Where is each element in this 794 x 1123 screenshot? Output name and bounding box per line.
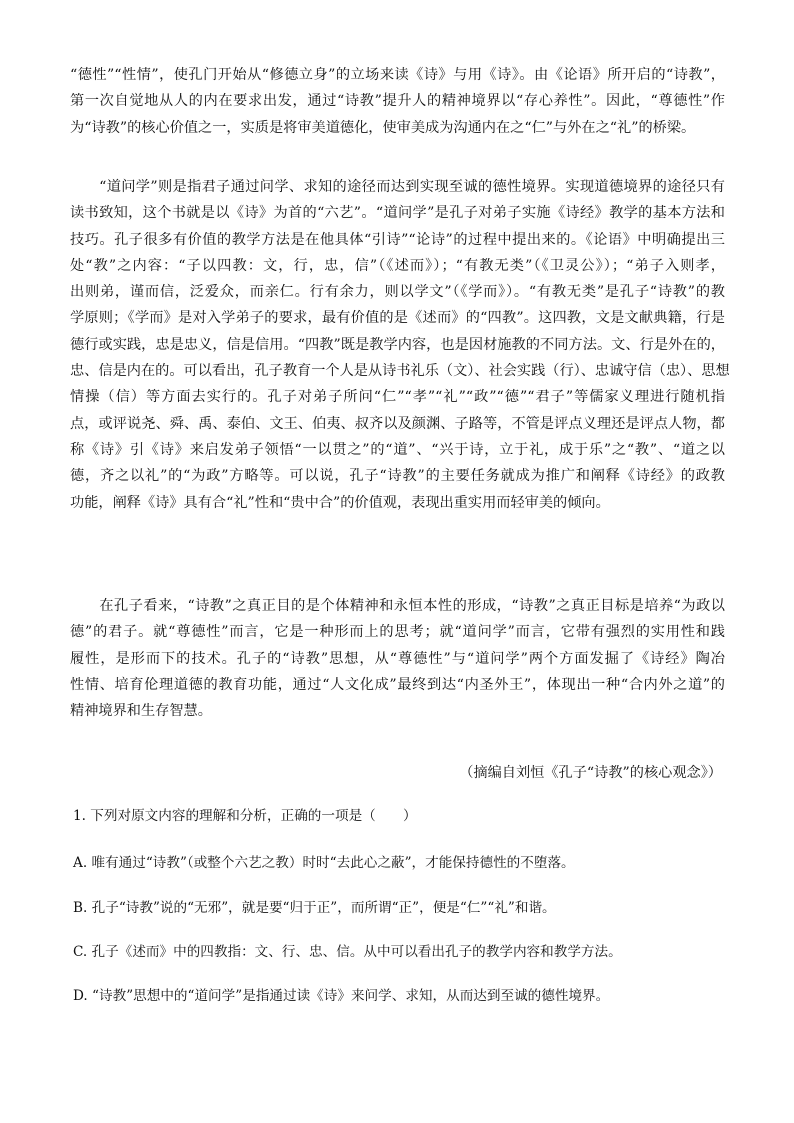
- answer-option-b[interactable]: B. 孔子“诗教”说的“无邪”，就是要“归于正”，而所谓“正”，便是“仁”“礼”和谐。: [73, 900, 556, 916]
- passage-line: 在孔子看来，“诗教”之真正目的是个体精神和永恒本性的形成，“诗教”之真正目标是培养“为政以: [70, 598, 725, 614]
- passage-line: 出则弟，谨而信，泛爱众，而亲仁。行有余力，则以学文”（《学而》）。“有教无类”是孔子“诗教”的教: [70, 284, 725, 301]
- passage-line: 德”的君子。就“尊德性”而言，它是一种形而上的思考；就“道问学”而言，它带有强烈的实用性和践: [70, 624, 725, 641]
- passage-line: 履性，是形而下的技术。孔子的“诗教”思想，从“尊德性”与“道问学”两个方面发掘了《诗经》陶冶: [70, 650, 725, 667]
- passage-paragraph-2: [70, 174, 730, 516]
- passage-line: 忠、信是内在的。可以看出，孔子教育一个人是从诗书礼乐（文）、社会实践（行）、忠诚守信（忠）、思想: [70, 363, 730, 380]
- passage-line: 技巧。孔子很多有价值的教学方法是在他具体“引诗”“论诗”的过程中提出来的。《论语》中明确提出三: [70, 231, 725, 248]
- passage-source: （摘编自刘恒《孔子“诗教”的核心观念》）: [459, 765, 722, 781]
- answer-option-a[interactable]: A. 唯有通过“诗教”（或整个六艺之教）时时“去此心之蔽”，才能保持德性的不堕落。: [73, 855, 575, 871]
- passage-line: 精神境界和生存智慧。: [70, 703, 212, 720]
- answer-option-c[interactable]: C. 孔子《述而》中的四教指：文、行、忠、信。从中可以看出孔子的教学内容和教学方法。: [73, 944, 622, 960]
- passage-line: 称《诗》引《诗》来启发弟子领悟“一以贯之”的“道”、“兴于诗，立于礼，成于乐”之“教”、“道之以: [70, 441, 725, 458]
- passage-line: “道问学”则是指君子通过问学、求知的途径而达到实现至诚的德性境界。实现道德境界的途径只有: [70, 179, 725, 195]
- passage-line: 德，齐之以礼”的“为政”方略等。可以说，孔子“诗教”的主要任务就成为推广和阐释《诗经》的政教: [70, 468, 725, 485]
- answer-option-d[interactable]: D. “诗教”思想中的“道问学”是指通过读《诗》来问学、求知，从而达到至诚的德性境界。: [73, 988, 610, 1004]
- passage-line: 为“诗教”的核心价值之一，实质是将审美道德化，使审美成为沟通内在之“仁”与外在之“礼”的桥梁。: [70, 119, 696, 136]
- passage-line: 德行或实践，忠是忠义，信是信用。“四教”既是教学内容，也是因材施教的不同方法。文、行是外在的，: [70, 336, 725, 353]
- passage-line: 点，或评说尧、舜、禹、泰伯、文王、伯夷、叔齐以及颜渊、子路等，不管是评点义理还是评点人物，都: [70, 415, 725, 432]
- passage-line: 学原则；《学而》是对入学弟子的要求，最有价值的是《述而》的“四教”。这四教，文是文献典籍，行是: [70, 310, 725, 327]
- passage-line: 第一次自觉地从人的内在要求出发，通过“诗教”提升人的精神境界以“存心养性”。因此，“尊德性”作: [70, 93, 725, 110]
- passage-line: 处“教”之内容：“子以四教：文，行，忠，信”（《述而》）；“有教无类”（《卫灵公》）；“弟子入则孝，: [70, 257, 725, 274]
- passage-line: 读书致知，这个书就是以《诗》为首的“六艺”。“道问学”是孔子对弟子实施《诗经》教学的基本方法和: [70, 205, 725, 222]
- passage-line: 情操（信）等方面去实行的。孔子对弟子所问“仁”“孝”“礼”“政”“德”“君子”等儒家义理进行随机指: [70, 389, 725, 406]
- passage-line: 功能，阐释《诗》具有合“礼”性和“贵中合”的价值观，表现出重实用而轻审美的倾向。: [70, 494, 610, 511]
- question-stem: 1. 下列对原文内容的理解和分析，正确的一项是（ ）: [73, 808, 417, 824]
- passage-paragraph-3: [70, 593, 725, 724]
- passage-line: “德性”“性情”，使孔门开始从“修德立身”的立场来读《诗》与用《诗》。由《论语》所开启的“诗教”，: [70, 67, 725, 83]
- passage-line: 性情、培育伦理道德的教育功能，通过“人文化成”最终到达“内圣外王”，体现出一种“合内外之道”的: [70, 676, 725, 693]
- passage-paragraph-1: [70, 62, 725, 141]
